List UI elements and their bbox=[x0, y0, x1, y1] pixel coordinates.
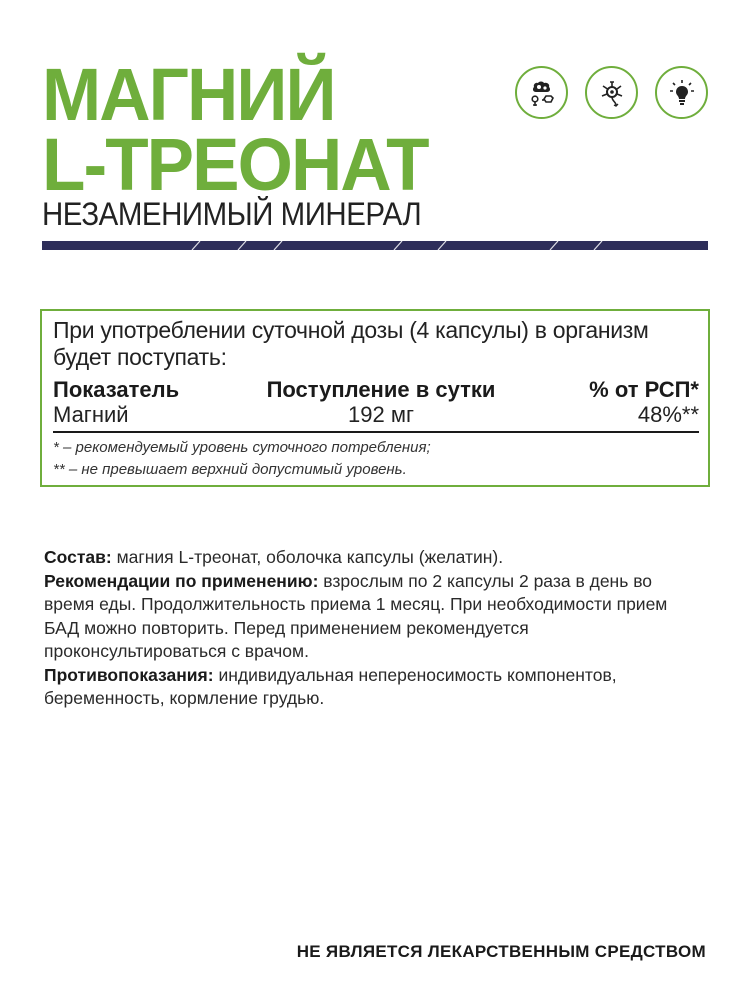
nerve-cell-icon bbox=[585, 66, 638, 119]
lightbulb-icon bbox=[655, 66, 708, 119]
product-title-line1: МАГНИЙ bbox=[42, 53, 335, 136]
recommendations-text: взрослым по 2 капсулы 2 раза в день во время еды. Продолжительность приема 1 месяц. При необходимости прием БАД можно повторить. Перед применением рекомендуется проконсультироваться с врачом. bbox=[44, 570, 668, 661]
daily-dose-intro: При употреблении суточной дозы (4 капсулы) в организм будет поступать: bbox=[53, 317, 649, 370]
column-header-indicator: Показатель bbox=[53, 377, 180, 402]
composition-text: магния L-треонат, оболочка капсулы (желатин). bbox=[111, 547, 504, 567]
contraindications-paragraph bbox=[44, 664, 704, 711]
footnote-upper-limit: ** – не превышает верхний допустимый уровень. bbox=[53, 461, 407, 478]
composition-paragraph bbox=[44, 546, 704, 570]
table-bottom-rule bbox=[53, 431, 699, 433]
recommendations-paragraph bbox=[44, 570, 704, 664]
benefit-icons bbox=[515, 66, 708, 119]
product-subtitle: НЕЗАМЕНИМЫЙ МИНЕРАЛ bbox=[42, 196, 422, 232]
contraindications-text: индивидуальная непереносимость компонентов, беременность, кормление грудью. bbox=[44, 664, 617, 708]
composition-label: Состав: bbox=[44, 547, 112, 567]
column-header-daily-intake: Поступление в сутки bbox=[266, 377, 496, 402]
product-details bbox=[44, 546, 704, 711]
row-percent-rsp: 48%** bbox=[637, 402, 699, 427]
decorative-stripe bbox=[42, 241, 708, 250]
footnote-rsp: * – рекомендуемый уровень суточного потребления; bbox=[53, 439, 431, 456]
nutrition-info-box bbox=[40, 309, 710, 487]
row-daily-intake: 192 мг bbox=[348, 402, 414, 427]
not-a-medicine-disclaimer: НЕ ЯВЛЯЕТСЯ ЛЕКАРСТВЕННЫМ СРЕДСТВОМ bbox=[296, 942, 706, 961]
contraindications-label: Противопоказания: bbox=[44, 664, 214, 685]
recommendations-label: Рекомендации по применению: bbox=[44, 570, 319, 591]
row-indicator: Магний bbox=[53, 402, 129, 427]
product-title-line2: L-ТРЕОНАТ bbox=[42, 123, 428, 206]
column-header-percent-rsp: % от РСП* bbox=[589, 377, 699, 402]
brain-gears-icon bbox=[515, 66, 568, 119]
